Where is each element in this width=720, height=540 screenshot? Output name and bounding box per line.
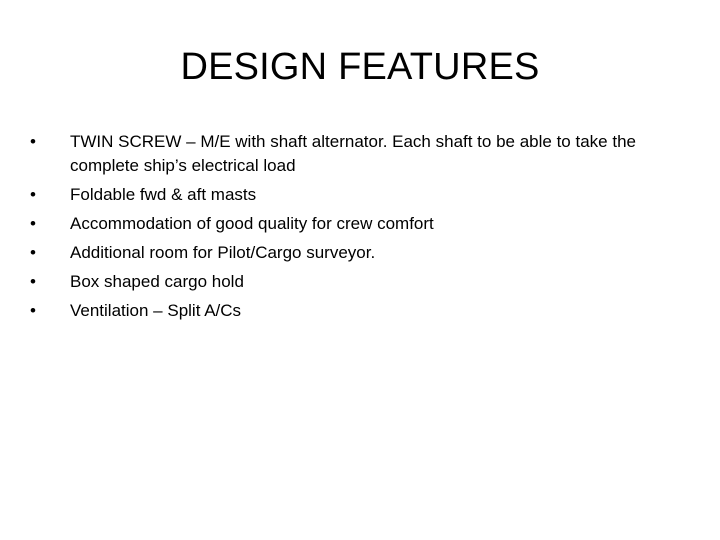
bullet-item (30, 270, 690, 294)
bullet-text: Ventilation – Split A/Cs (70, 300, 242, 320)
bullet-list (30, 130, 690, 328)
bullet-item (30, 130, 690, 177)
bullet-icon: • (30, 271, 36, 291)
bullet-item (30, 299, 690, 323)
bullet-text: Box shaped cargo hold (70, 271, 244, 291)
bullet-item (30, 212, 690, 236)
slide-title: DESIGN FEATURES (180, 46, 540, 88)
bullet-text: Accommodation of good quality for crew comfort (70, 213, 434, 233)
bullet-icon: • (30, 300, 36, 320)
bullet-icon: • (30, 242, 36, 262)
bullet-text: TWIN SCREW – M/E with shaft alternator. Each shaft to be able to take the complete ship’s electrical load (70, 132, 636, 175)
bullet-item (30, 183, 690, 207)
bullet-icon: • (30, 132, 36, 151)
bullet-text: Additional room for Pilot/Cargo surveyor. (70, 242, 376, 262)
bullet-text: Foldable fwd & aft masts (70, 184, 257, 204)
bullet-icon: • (30, 184, 36, 204)
bullet-item (30, 241, 690, 265)
bullet-icon: • (30, 213, 36, 233)
